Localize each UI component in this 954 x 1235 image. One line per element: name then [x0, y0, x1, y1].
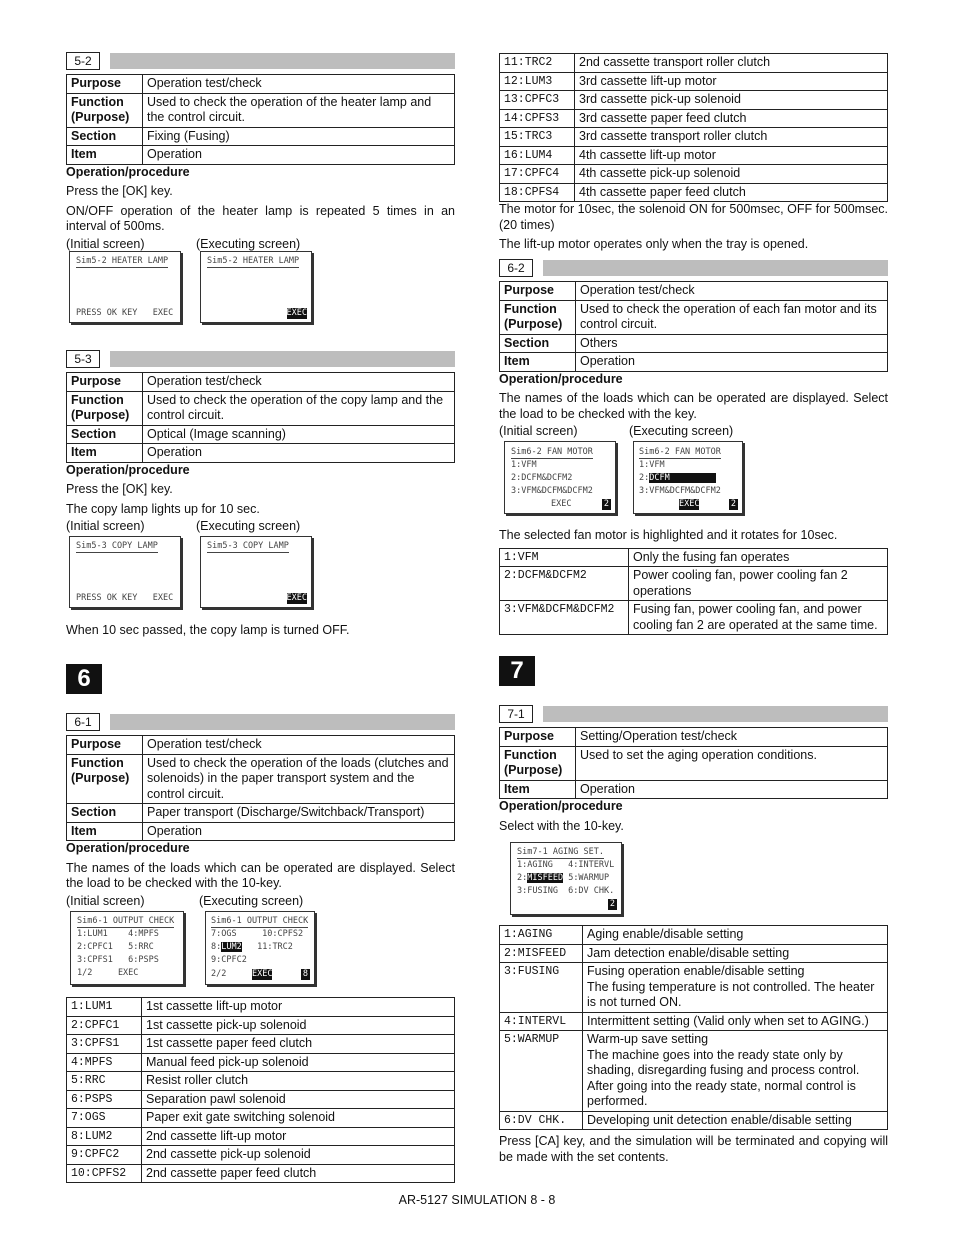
label-purpose: Purpose [67, 736, 143, 755]
value-item: Operation [576, 353, 888, 372]
code-cell: 1:AGING [500, 926, 583, 945]
section-number: 5-3 [66, 350, 100, 368]
lcd-number: 2 [603, 499, 609, 509]
section-header [499, 259, 888, 277]
section-bar [110, 351, 455, 367]
lcd-executing-screen [205, 911, 315, 985]
table-row [500, 128, 888, 147]
lcd-title: Sim6-1 OUTPUT CHECK [77, 916, 175, 926]
lcd-line: PRESS OK KEY EXEC [76, 308, 174, 318]
value-purpose: Operation test/check [576, 282, 888, 301]
table-row [500, 963, 888, 1013]
code-cell: 9:CPFC2 [67, 1146, 142, 1165]
table-row [500, 1111, 888, 1130]
lcd-line: 2/2 [211, 969, 227, 979]
paragraph: The selected fan motor is highlighted and it rotates for 10sec. [499, 528, 838, 542]
value-purpose: Operation test/check [143, 373, 455, 392]
screen-captions [66, 519, 455, 535]
description-cell: 3rd cassette transport roller clutch [575, 128, 888, 147]
section-bar [110, 714, 455, 730]
description-cell: 2nd cassette lift-up motor [142, 1127, 455, 1146]
section-header [66, 350, 455, 368]
description-cell: Paper exit gate switching solenoid [142, 1109, 455, 1128]
code-cell: 3:CPFS1 [67, 1035, 142, 1054]
lcd-title: Sim5-2 HEATER LAMP [207, 256, 300, 266]
lcd-initial-screen [504, 441, 616, 514]
description-cell: 3rd cassette paper feed clutch [575, 109, 888, 128]
operation-procedure-heading: Operation/procedure [499, 799, 623, 813]
description-cell: 4th cassette lift-up motor [575, 146, 888, 165]
lcd-number: 8 [302, 969, 308, 979]
loads-table-continued [499, 53, 888, 253]
lcd-number: 2 [609, 899, 615, 909]
paragraph: ON/OFF operation of the heater lamp is repeated 5 times in an interval of 500ms. [66, 203, 455, 234]
paragraph: The names of the loads which can be operated are displayed. Select the load to be checked with the key. [499, 391, 888, 421]
section-number: 6-2 [499, 259, 533, 277]
code-cell: 14:CPFS3 [500, 109, 575, 128]
table-row [500, 548, 888, 567]
lcd-highlight: LUM2 [221, 942, 242, 952]
description-cell: 2nd cassette pick-up solenoid [142, 1146, 455, 1165]
description-cell: 3rd cassette lift-up motor [575, 72, 888, 91]
lcd-highlight: DCFM [649, 473, 716, 483]
screen-captions [499, 424, 888, 440]
value-section: Others [576, 334, 888, 353]
operation-procedure-heading: Operation/procedure [66, 841, 190, 855]
lcd-title: Sim6-2 FAN MOTOR [511, 447, 593, 457]
lcd-initial-screen [69, 536, 181, 608]
code-cell: 11:TRC2 [500, 54, 575, 73]
description-cell: 2nd cassette paper feed clutch [142, 1164, 455, 1183]
label-item: Item [500, 353, 576, 372]
table-row [500, 567, 888, 601]
lcd-aging-screen [510, 842, 622, 915]
caption-initial: (Initial screen) [66, 519, 145, 534]
code-cell: 5:RRC [67, 1072, 142, 1091]
lcd-title: Sim5-2 HEATER LAMP [76, 256, 169, 266]
table-row [67, 1109, 455, 1128]
lcd-line: 8:LUM2 11:TRC2 [211, 942, 293, 952]
description-cell: Aging enable/disable setting [583, 926, 888, 945]
value-function: Used to set the aging operation conditions. [576, 746, 888, 780]
code-cell: 15:TRC3 [500, 128, 575, 147]
table-row [67, 1035, 455, 1054]
spec-table [66, 372, 455, 463]
value-item: Operation [143, 444, 455, 463]
lcd-line: EXEC [551, 499, 572, 509]
value-function: Used to check the operation of each fan motor and its control circuit. [576, 300, 888, 334]
description-cell: Jam detection enable/disable setting [583, 944, 888, 963]
description-cell: Only the fusing fan operates [629, 548, 888, 567]
table-row [500, 91, 888, 110]
table-row [500, 601, 888, 635]
section-5-2 [66, 52, 455, 253]
table-row [500, 1012, 888, 1031]
description-cell: Manual feed pick-up solenoid [142, 1053, 455, 1072]
value-section: Optical (Image scanning) [143, 425, 455, 444]
description-cell: 4th cassette paper feed clutch [575, 183, 888, 202]
lcd-initial-screen [70, 911, 184, 985]
table-row [67, 1146, 455, 1165]
code-cell: 2:MISFEED [500, 944, 583, 963]
caption-initial: (Initial screen) [499, 424, 578, 439]
settings-table [499, 925, 888, 1130]
lcd-title: Sim5-3 COPY LAMP [207, 541, 289, 551]
section-number: 5-2 [66, 52, 100, 70]
table-row [500, 183, 888, 202]
label-section: Section [67, 804, 143, 823]
section-bar [543, 706, 888, 722]
description-cell: Separation pawl solenoid [142, 1090, 455, 1109]
code-cell: 1:VFM [500, 548, 629, 567]
label-item: Item [67, 822, 143, 841]
table-row [500, 72, 888, 91]
table-row [500, 54, 888, 73]
spec-table [499, 727, 888, 799]
code-cell: 2:CPFC1 [67, 1016, 142, 1035]
code-cell: 4:INTERVL [500, 1012, 583, 1031]
lcd-line: 9:CPFC2 [211, 955, 247, 965]
label-purpose: Purpose [67, 75, 143, 94]
description-cell: 1st cassette lift-up motor [142, 998, 455, 1017]
paragraph-block [66, 619, 455, 639]
section-number: 7-1 [499, 705, 533, 723]
lcd-executing-screen [200, 251, 312, 323]
lcd-exec-highlight: EXEC [679, 499, 700, 509]
lcd-highlight: MISFEED [527, 873, 564, 883]
label-item: Item [500, 780, 576, 799]
operation-procedure-heading: Operation/procedure [66, 164, 190, 179]
description-cell: 1st cassette paper feed clutch [142, 1035, 455, 1054]
table-row [67, 998, 455, 1017]
code-cell: 16:LUM4 [500, 146, 575, 165]
table-row [67, 1127, 455, 1146]
label-purpose: Purpose [500, 282, 576, 301]
code-cell: 6:PSPS [67, 1090, 142, 1109]
section-6-2 [499, 259, 888, 440]
lcd-line: 2:DCFM [639, 473, 716, 483]
caption-executing: (Executing screen) [629, 424, 734, 439]
caption-initial: (Initial screen) [66, 237, 145, 251]
value-item: Operation [143, 822, 455, 841]
code-cell: 2:DCFM&DCFM2 [500, 567, 629, 601]
label-purpose: Purpose [67, 373, 143, 392]
paragraph: The motor for 10sec, the solenoid ON for 500msec, OFF for 500msec. (20 times) [499, 202, 888, 232]
lcd-exec-highlight: EXEC [286, 308, 307, 318]
label-item: Item [67, 444, 143, 463]
code-cell: 8:LUM2 [67, 1127, 142, 1146]
value-purpose: Operation test/check [143, 736, 455, 755]
description-cell: Developing unit detection enable/disable setting [583, 1111, 888, 1130]
fan-block [499, 524, 888, 635]
spec-table [499, 281, 888, 372]
lcd-line: 1:AGING 4:INTERVL [517, 860, 615, 870]
code-cell: 3:FUSING [500, 963, 583, 1013]
lcd-initial-screen [69, 251, 181, 323]
lcd-line: PRESS OK KEY EXEC [76, 593, 174, 603]
section-bar [110, 53, 455, 69]
label-item: Item [67, 146, 143, 165]
code-cell: 1:LUM1 [67, 998, 142, 1017]
lcd-line: 1/2 EXEC [77, 968, 139, 978]
label-function: Function (Purpose) [67, 754, 143, 804]
table-row [67, 1090, 455, 1109]
description-cell: 1st cassette pick-up solenoid [142, 1016, 455, 1035]
chapter-number: 6 [66, 664, 102, 694]
table-row [67, 1053, 455, 1072]
code-cell: 3:VFM&DCFM&DCFM2 [500, 601, 629, 635]
loads-table-block [66, 997, 455, 1183]
caption-executing: (Executing screen) [196, 237, 301, 251]
spec-table [66, 74, 455, 165]
caption-executing: (Executing screen) [196, 519, 301, 534]
fan-table [499, 548, 888, 636]
label-function: Function (Purpose) [500, 746, 576, 780]
lcd-number: 2 [730, 499, 736, 509]
code-cell: 6:DV CHK. [500, 1111, 583, 1130]
lcd-exec-highlight: EXEC [286, 593, 307, 603]
lcd-line: 2:CPFC1 5:RRC [77, 942, 154, 952]
code-cell: 4:MPFS [67, 1053, 142, 1072]
table-row [67, 1016, 455, 1035]
section-header [66, 52, 455, 70]
lcd-line: 3:VFM&DCFM&DCFM2 [511, 486, 593, 496]
section-7-1 [499, 705, 888, 834]
description-cell: 3rd cassette pick-up solenoid [575, 91, 888, 110]
label-purpose: Purpose [500, 728, 576, 747]
caption-executing: (Executing screen) [199, 893, 304, 908]
lcd-line: 1:VFM [639, 460, 665, 470]
lcd-line: 2:MISFEED 5:WARMUP [517, 873, 610, 883]
chapter-number: 7 [499, 656, 535, 686]
settings-block [499, 925, 888, 1165]
description-cell: 2nd cassette transport roller clutch [575, 54, 888, 73]
section-number: 6-1 [66, 713, 100, 731]
table-row [500, 1031, 888, 1112]
code-cell: 12:LUM3 [500, 72, 575, 91]
description-cell: Intermittent setting (Valid only when set to AGING.) [583, 1012, 888, 1031]
paragraph: The names of the loads which can be operated are displayed. Select the load to be checked with the 10-key. [66, 860, 455, 891]
paragraph: Press [CA] key, and the simulation will be terminated and copying will be made with the set contents. [499, 1134, 888, 1164]
value-purpose: Setting/Operation test/check [576, 728, 888, 747]
operation-procedure-heading: Operation/procedure [66, 462, 190, 477]
code-cell: 17:CPFC4 [500, 165, 575, 184]
label-section: Section [500, 334, 576, 353]
table-row [500, 109, 888, 128]
description-cell: Warm-up save setting The machine goes into the ready state only by shading, disregarding fusing and process control. After going into the ready state, normal control is performed. [583, 1031, 888, 1112]
lcd-line: 1:LUM1 4:MPFS [77, 929, 159, 939]
page-footer: AR-5127 SIMULATION 8 - 8 [398, 1193, 556, 1207]
description-cell: Power cooling fan, power cooling fan 2 operations [629, 567, 888, 601]
section-header [499, 705, 888, 723]
operation-procedure-heading: Operation/procedure [499, 371, 623, 386]
value-function: Used to check the operation of the loads (clutches and solenoids) in the paper transport system and the control circuit. [143, 754, 455, 804]
code-cell: 13:CPFC3 [500, 91, 575, 110]
label-function: Function (Purpose) [500, 300, 576, 334]
code-cell: 7:OGS [67, 1109, 142, 1128]
table-row [67, 1072, 455, 1091]
lcd-title: Sim7-1 AGING SET. [517, 847, 604, 857]
table-row [500, 944, 888, 963]
spec-table [66, 735, 455, 841]
paragraph: Select with the 10-key. [499, 818, 624, 833]
lcd-line: 1:VFM [511, 460, 537, 470]
code-cell: 5:WARMUP [500, 1031, 583, 1112]
lcd-executing-screen [633, 441, 743, 514]
lcd-title: Sim5-3 COPY LAMP [76, 541, 158, 551]
lcd-title: Sim6-1 OUTPUT CHECK [211, 916, 309, 926]
section-header [66, 713, 455, 731]
lcd-title: Sim6-2 FAN MOTOR [639, 447, 721, 457]
description-cell: 4th cassette pick-up solenoid [575, 165, 888, 184]
description-cell: Fusing operation enable/disable setting The fusing temperature is not controlled. The heater is not turned ON. [583, 963, 888, 1013]
lcd-executing-screen [200, 536, 312, 608]
lcd-line: 3:VFM&DCFM&DCFM2 [639, 486, 721, 496]
paragraph: When 10 sec passed, the copy lamp is turned OFF. [66, 623, 350, 637]
section-6-1 [66, 713, 455, 910]
table-row [500, 165, 888, 184]
value-function: Used to check the operation of the copy lamp and the control circuit. [143, 391, 455, 425]
section-5-3 [66, 350, 455, 535]
paragraph: Press the [OK] key. [66, 482, 173, 497]
code-cell: 18:CPFS4 [500, 183, 575, 202]
label-section: Section [67, 127, 143, 146]
lcd-line: 7:OGS 10:CPFS2 [211, 929, 304, 939]
screen-captions [66, 894, 455, 910]
paragraph: The copy lamp lights up for 10 sec. [66, 501, 260, 516]
description-cell: Resist roller clutch [142, 1072, 455, 1091]
lcd-line: 2:DCFM&DCFM2 [511, 473, 573, 483]
value-purpose: Operation test/check [143, 75, 455, 94]
value-section: Paper transport (Discharge/Switchback/Transport) [143, 804, 455, 823]
label-function: Function (Purpose) [67, 93, 143, 127]
lcd-line: 3:CPFS1 6:PSPS [77, 955, 159, 965]
lcd-line: 3:FUSING 6:DV CHK. [517, 886, 615, 896]
table-row [500, 146, 888, 165]
loads-table [499, 53, 888, 202]
table-row [67, 1164, 455, 1183]
section-bar [543, 260, 888, 276]
value-function: Used to check the operation of the heater lamp and the control circuit. [143, 93, 455, 127]
table-row [500, 926, 888, 945]
paragraph: Press the [OK] key. [66, 184, 173, 199]
code-cell: 10:CPFS2 [67, 1164, 142, 1183]
label-section: Section [67, 425, 143, 444]
value-item: Operation [576, 780, 888, 799]
label-function: Function (Purpose) [67, 391, 143, 425]
value-section: Fixing (Fusing) [143, 127, 455, 146]
lcd-exec-highlight: EXEC [252, 969, 273, 979]
caption-initial: (Initial screen) [66, 893, 145, 908]
description-cell: Fusing fan, power cooling fan, and power cooling fan 2 are operated at the same time. [629, 601, 888, 635]
loads-table [66, 997, 455, 1183]
value-item: Operation [143, 146, 455, 165]
paragraph: The lift-up motor operates only when the tray is opened. [499, 237, 809, 252]
